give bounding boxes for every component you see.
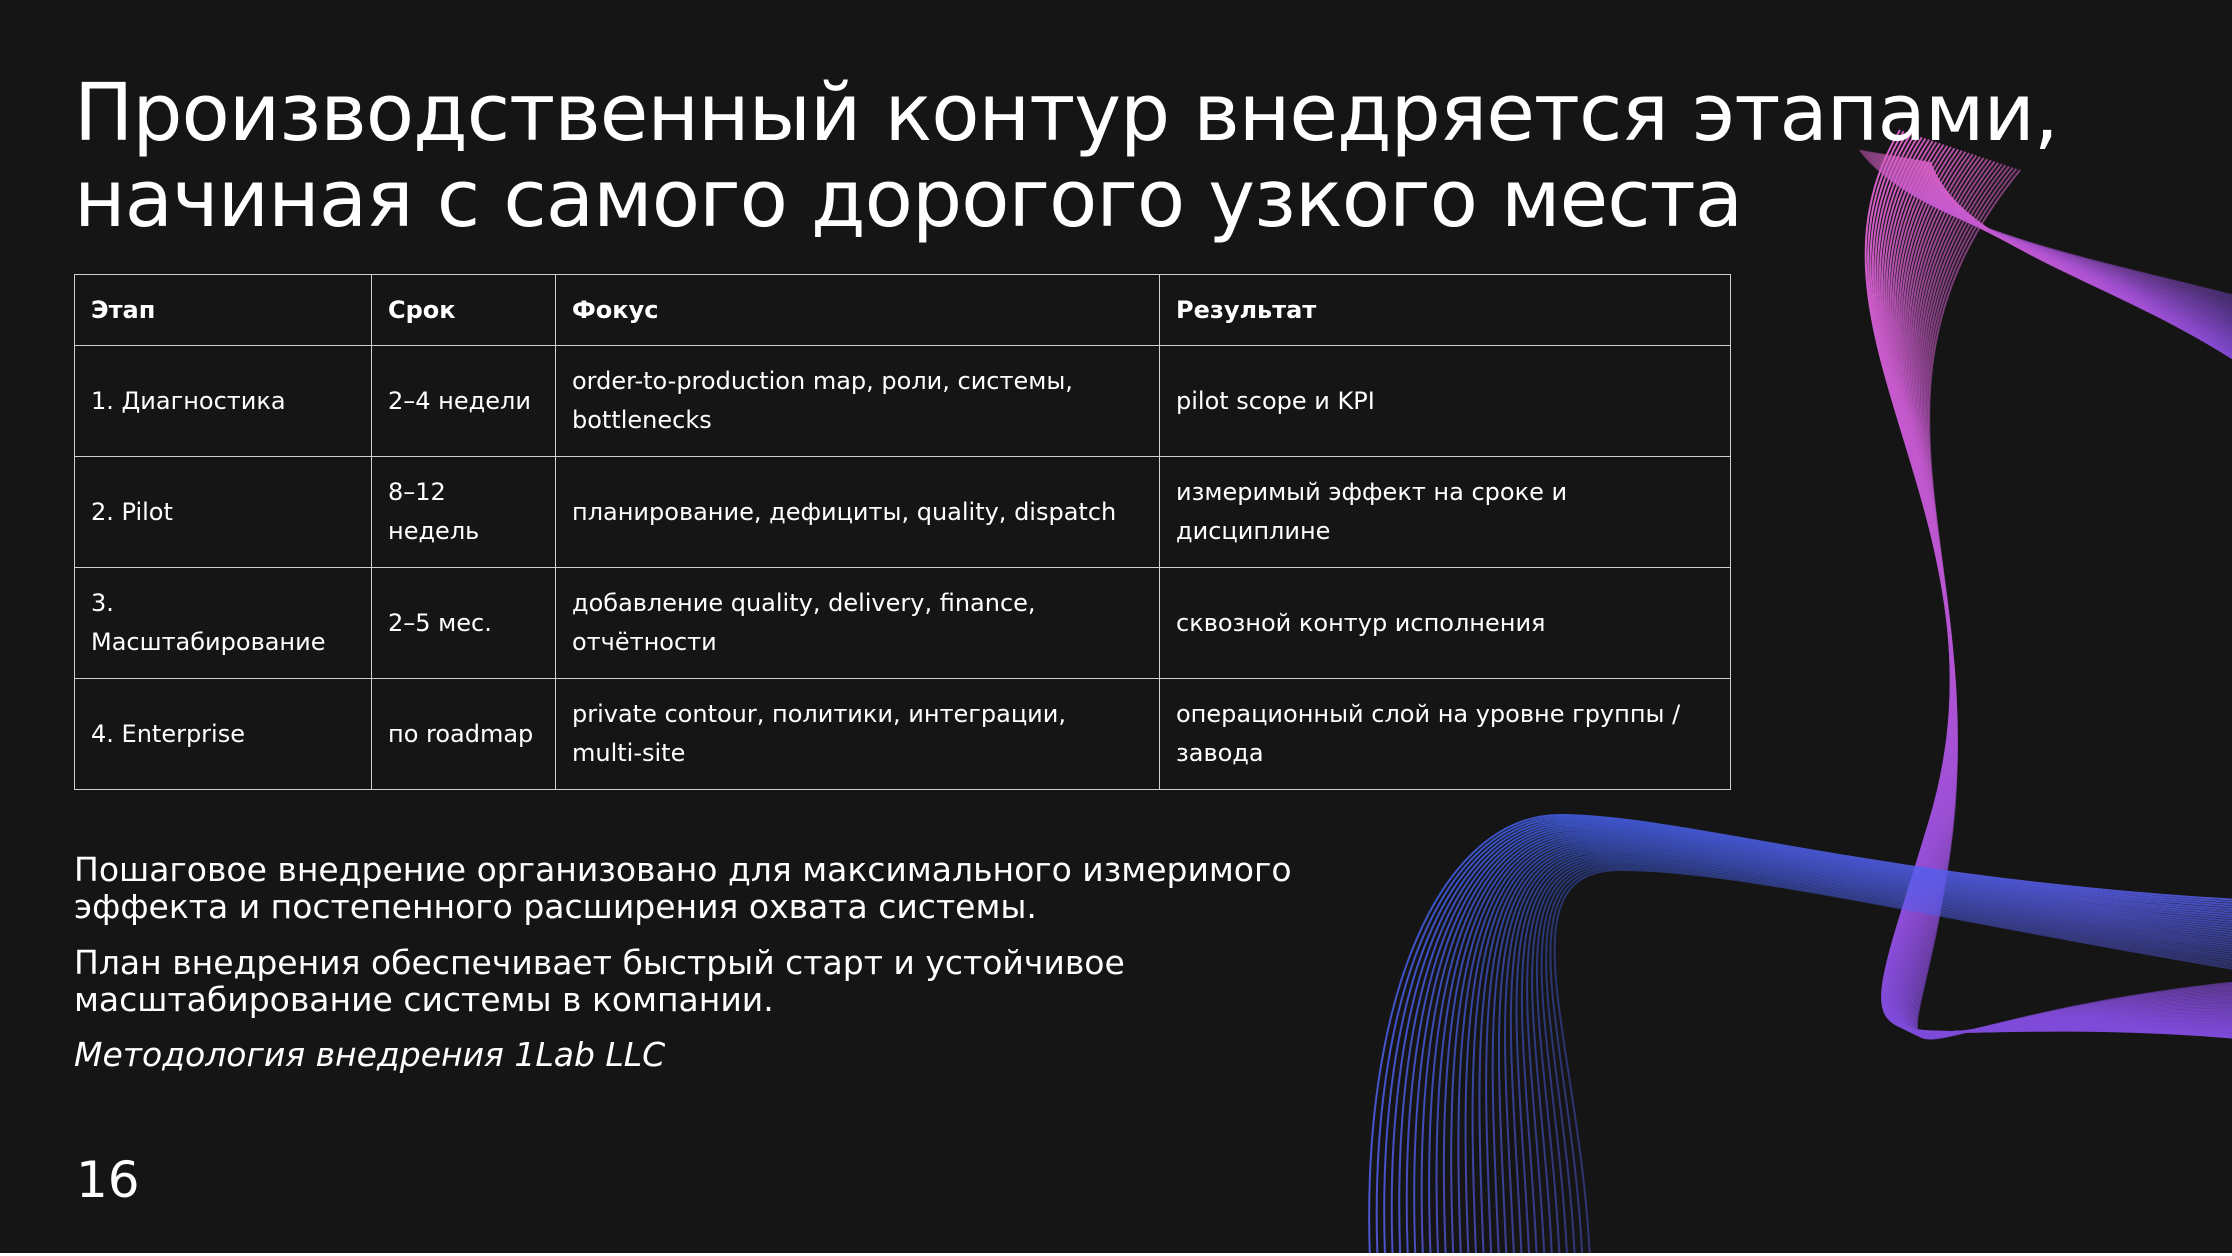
focus-cell: планирование, дефициты, quality, dispatch bbox=[556, 457, 1160, 568]
pink-wave-line bbox=[1914, 166, 2232, 1037]
blue-wave-line bbox=[1437, 832, 2232, 1253]
pink-wave-line bbox=[1908, 159, 2232, 1036]
duration-cell: 8–12 недель bbox=[372, 457, 556, 568]
slide-title-line-1: Производственный контур внедряется этапами, bbox=[74, 67, 2058, 159]
pink-wave-line bbox=[1904, 155, 2232, 1035]
pink-wave-line bbox=[1899, 149, 2232, 1034]
blue-wave-line bbox=[1479, 843, 2232, 1253]
body-paragraph-1: Пошаговое внедрение организовано для максимального измеримого эффекта и постепенного расширения охвата системы. bbox=[74, 850, 1292, 926]
pink-wave-line bbox=[1886, 141, 2232, 1033]
blue-wave-line bbox=[1422, 828, 2232, 1253]
column-header-focus: Фокус bbox=[556, 275, 1160, 346]
pink-wave-line bbox=[1905, 157, 2232, 1036]
pink-wave-line bbox=[1900, 151, 2232, 1035]
blue-wave-line bbox=[1537, 862, 2232, 1253]
blue-wave-line bbox=[1486, 845, 2232, 1253]
table-row bbox=[75, 346, 1731, 457]
blue-wave-line bbox=[1522, 857, 2232, 1253]
focus-cell: добавление quality, delivery, finance, отчётности bbox=[556, 568, 1160, 679]
methodology-caption: Методология внедрения 1Lab LLC bbox=[74, 1035, 666, 1074]
pink-wave-line bbox=[1898, 148, 2232, 1034]
pink-wave-line bbox=[1870, 132, 2232, 1036]
blue-wave-line bbox=[1546, 866, 2232, 1253]
pink-wave-line bbox=[1909, 160, 2232, 1036]
slide-title-line-2: начиная с самого дорогого узкого места bbox=[74, 153, 1743, 245]
blue-wave-line bbox=[1466, 840, 2232, 1253]
pink-wave-line bbox=[1915, 168, 2232, 1039]
pink-wave-line bbox=[1880, 137, 2232, 1032]
slide-title bbox=[74, 67, 2058, 245]
blue-wave-line bbox=[1555, 870, 2232, 1253]
blue-wave-line bbox=[1377, 817, 2232, 1253]
pink-wave-line bbox=[1873, 134, 2232, 1035]
pink-wave-ribbon bbox=[1860, 130, 2232, 1040]
blue-wave-line bbox=[1527, 859, 2232, 1253]
pink-wave-line bbox=[1902, 153, 2232, 1035]
pink-wave-line bbox=[1913, 165, 2232, 1037]
stage-cell: 4. Enterprise bbox=[75, 679, 372, 790]
pink-wave-line bbox=[1893, 145, 2232, 1034]
pink-wave-line bbox=[1877, 136, 2232, 1032]
stage-cell: 1. Диагностика bbox=[75, 346, 372, 457]
pink-wave-line bbox=[1882, 138, 2232, 1032]
table-row bbox=[75, 457, 1731, 568]
page-number: 16 bbox=[76, 1151, 140, 1209]
duration-cell: по roadmap bbox=[372, 679, 556, 790]
blue-wave-line bbox=[1550, 868, 2232, 1253]
pink-wave-line bbox=[1897, 147, 2232, 1034]
result-cell: pilot scope и KPI bbox=[1160, 346, 1731, 457]
focus-cell: order-to-production map, роли, системы, bottlenecks bbox=[556, 346, 1160, 457]
pink-wave-line bbox=[1903, 154, 2232, 1035]
column-header-duration: Срок bbox=[372, 275, 556, 346]
pink-wave-line bbox=[1889, 142, 2232, 1033]
pink-wave-line bbox=[1895, 146, 2232, 1034]
blue-wave-line bbox=[1384, 819, 2232, 1253]
pink-wave-line bbox=[1875, 135, 2232, 1033]
blue-wave-line bbox=[1414, 826, 2232, 1253]
pink-wave-line bbox=[1906, 158, 2232, 1036]
pink-wave-line bbox=[1911, 163, 2232, 1037]
blue-wave-line bbox=[1429, 830, 2232, 1253]
rollout-stages-table bbox=[74, 274, 1731, 790]
blue-wave-line bbox=[1516, 855, 2232, 1253]
blue-wave-line bbox=[1451, 836, 2232, 1253]
blue-wave-line bbox=[1542, 864, 2232, 1253]
column-header-result: Результат bbox=[1160, 275, 1731, 346]
blue-wave-line bbox=[1444, 834, 2232, 1253]
table-header-row bbox=[75, 275, 1731, 346]
blue-wave-line bbox=[1532, 861, 2232, 1253]
blue-wave-line bbox=[1493, 847, 2232, 1253]
pink-wave-line bbox=[1910, 162, 2232, 1037]
blue-wave-line bbox=[1458, 838, 2232, 1253]
blue-wave-line bbox=[1392, 821, 2232, 1253]
stage-cell: 3. Масштабирование bbox=[75, 568, 372, 679]
pink-wave-line bbox=[1891, 143, 2232, 1033]
result-cell: операционный слой на уровне группы / завода bbox=[1160, 679, 1731, 790]
table-row bbox=[75, 568, 1731, 679]
blue-wave-line bbox=[1473, 842, 2232, 1253]
pink-wave-line bbox=[1901, 152, 2232, 1035]
pink-wave-line bbox=[1866, 130, 2232, 1040]
focus-cell: private contour, политики, интеграции, multi-site bbox=[556, 679, 1160, 790]
stage-cell: 2. Pilot bbox=[75, 457, 372, 568]
body-paragraph-2: План внедрения обеспечивает быстрый старт и устойчивое масштабирование системы в компании. bbox=[74, 943, 1125, 1019]
table-row bbox=[75, 679, 1731, 790]
pink-wave-line bbox=[1916, 169, 2232, 1039]
blue-wave-line bbox=[1505, 851, 2232, 1253]
blue-wave-line bbox=[1399, 823, 2232, 1253]
duration-cell: 2–5 мес. bbox=[372, 568, 556, 679]
pink-wave-line bbox=[1917, 170, 2232, 1039]
blue-wave-line bbox=[1499, 849, 2232, 1253]
blue-wave-ribbon bbox=[1369, 815, 2232, 1253]
result-cell: сквозной контур исполнения bbox=[1160, 568, 1731, 679]
pink-wave-line bbox=[1868, 131, 2232, 1038]
pink-wave-line bbox=[1912, 164, 2232, 1037]
blue-wave-line bbox=[1511, 853, 2232, 1253]
result-cell: измеримый эффект на сроке и дисциплине bbox=[1160, 457, 1731, 568]
blue-wave-line bbox=[1369, 815, 2232, 1253]
duration-cell: 2–4 недели bbox=[372, 346, 556, 457]
pink-wave-line bbox=[1884, 140, 2232, 1033]
blue-wave-line bbox=[1407, 824, 2232, 1253]
column-header-stage: Этап bbox=[75, 275, 372, 346]
